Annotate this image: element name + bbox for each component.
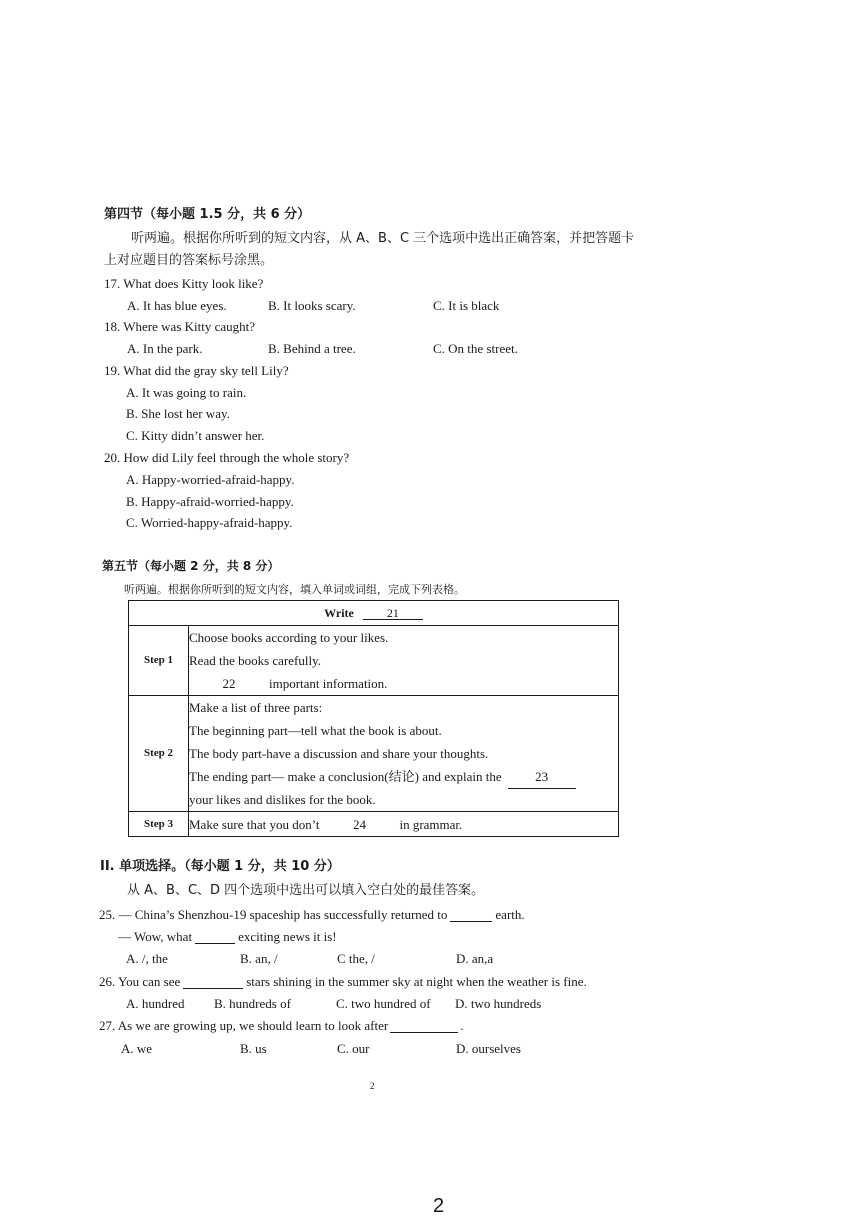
question-26-option-d: D. two hundreds	[455, 996, 542, 1011]
step3-text-before: Make sure that you don’t	[189, 816, 320, 832]
question-25-line2-text: — Wow, what	[118, 929, 193, 944]
step2-line3: The body part-have a discussion and share your thoughts.	[189, 746, 489, 761]
question-26-option-a: A. hundred	[126, 996, 185, 1011]
question-19-option-c: C. Kitty didn’t answer her.	[126, 428, 265, 443]
question-25-blank1	[450, 908, 492, 922]
question-26-blank	[183, 975, 243, 989]
part2-instruction: 从 A、B、C、D 四个选项中选出可以填入空白处的最佳答案。	[127, 883, 485, 898]
question-25-line1-text: 25. — China’s Shenzhou-19 spaceship has successfully returned to	[99, 907, 448, 922]
question-25-line1	[99, 908, 525, 922]
step2-line1: Make a list of three parts:	[189, 700, 323, 715]
writing-steps-table	[128, 600, 619, 837]
question-27-option-a: A. we	[121, 1041, 153, 1056]
question-26-stem	[99, 975, 587, 989]
question-17-stem: 17. What does Kitty look like?	[104, 276, 264, 291]
question-27-option-d: D. ourselves	[456, 1041, 521, 1056]
question-20-option-b: B. Happy-afraid-worried-happy.	[126, 494, 294, 509]
question-27-option-c: C. our	[337, 1041, 370, 1056]
step2-line4-text: The ending part— make a conclusion(结论) and explain the	[189, 769, 502, 784]
question-17-option-c: C. It is black	[433, 298, 500, 313]
question-25-option-c: C the, /	[337, 951, 375, 966]
table-row-step2	[129, 696, 619, 812]
section5-instruction: 听两遍。根据你所听到的短文内容，填入单词或词组，完成下列表格。	[124, 583, 465, 596]
question-27-blank	[390, 1019, 458, 1033]
step2-label: Step 2	[129, 696, 189, 812]
small-page-number: 2	[370, 1081, 375, 1091]
step2-content	[189, 696, 619, 812]
table-row-step1	[129, 626, 619, 696]
question-26-text: 26. You can see	[99, 974, 181, 989]
step1-line1: Choose books according to your likes.	[189, 630, 389, 645]
page-number: 2	[433, 1195, 445, 1217]
table-header-text: Write	[324, 605, 354, 620]
step2-line5: your likes and dislikes for the book.	[189, 792, 376, 807]
section4-instruction-line2: 上对应题目的答案标号涂黑。	[104, 253, 274, 268]
question-18-option-b: B. Behind a tree.	[268, 341, 356, 356]
question-18-option-a: A. In the park.	[127, 341, 203, 356]
question-27-stem	[99, 1019, 463, 1033]
question-17-option-b: B. It looks scary.	[268, 298, 356, 313]
step1-label: Step 1	[129, 626, 189, 696]
question-19-option-b: B. She lost her way.	[126, 406, 230, 421]
step1-content	[189, 626, 619, 696]
step1-line2: Read the books carefully.	[189, 653, 321, 668]
step3-text-after: in grammar.	[399, 816, 463, 832]
question-18-stem: 18. Where was Kitty caught?	[104, 319, 256, 334]
question-26-option-c: C. two hundred of	[336, 996, 431, 1011]
question-26-option-b: B. hundreds of	[214, 996, 291, 1011]
question-17-option-a: A. It has blue eyes.	[127, 298, 227, 313]
question-20-option-a: A. Happy-worried-afraid-happy.	[126, 472, 295, 487]
step1-line3-text: important information.	[269, 676, 388, 691]
question-20-stem: 20. How did Lily feel through the whole story?	[104, 450, 350, 465]
part2-heading: II. 单项选择。（每小题 1 分，共 10 分）	[100, 859, 340, 874]
step3-content	[189, 812, 619, 837]
question-19-stem: 19. What did the gray sky tell Lily?	[104, 363, 289, 378]
answer-blank-24: 24	[325, 813, 393, 837]
table-header	[129, 601, 619, 626]
section5-heading: 第五节（每小题 2 分，共 8 分）	[102, 559, 280, 573]
question-25-line2-end: exciting news it is!	[238, 929, 337, 944]
question-25-line2	[118, 930, 337, 944]
answer-blank-23: 23	[508, 765, 576, 789]
question-25-line1-end: earth.	[495, 907, 525, 922]
step3-line	[189, 813, 618, 836]
section4-instruction-line1: 听两遍。根据你所听到的短文内容，从 A、B、C 三个选项中选出正确答案，并把答题卡	[131, 231, 635, 246]
answer-blank-22: 22	[195, 672, 263, 696]
question-27-option-b: B. us	[240, 1041, 267, 1056]
step2-line4	[189, 765, 618, 788]
question-26-text-end: stars shining in the summer sky at night when the weather is fine.	[246, 974, 587, 989]
step1-line3	[189, 672, 618, 695]
question-27-text-end: .	[460, 1018, 464, 1033]
section4-heading: 第四节（每小题 1.5 分，共 6 分）	[104, 207, 311, 222]
step2-line2: The beginning part—tell what the book is about.	[189, 723, 442, 738]
question-27-text: 27. As we are growing up, we should learn to look after	[99, 1018, 389, 1033]
question-25-option-b: B. an, /	[240, 951, 278, 966]
table-row-step3	[129, 812, 619, 837]
question-25-option-a: A. /, the	[126, 951, 168, 966]
answer-blank-21: 21	[363, 607, 423, 620]
question-20-option-c: C. Worried-happy-afraid-happy.	[126, 515, 293, 530]
question-18-option-c: C. On the street.	[433, 341, 518, 356]
question-19-option-a: A. It was going to rain.	[126, 385, 247, 400]
question-25-blank2	[195, 930, 235, 944]
step3-label: Step 3	[129, 812, 189, 837]
question-25-option-d: D. an,a	[456, 951, 494, 966]
